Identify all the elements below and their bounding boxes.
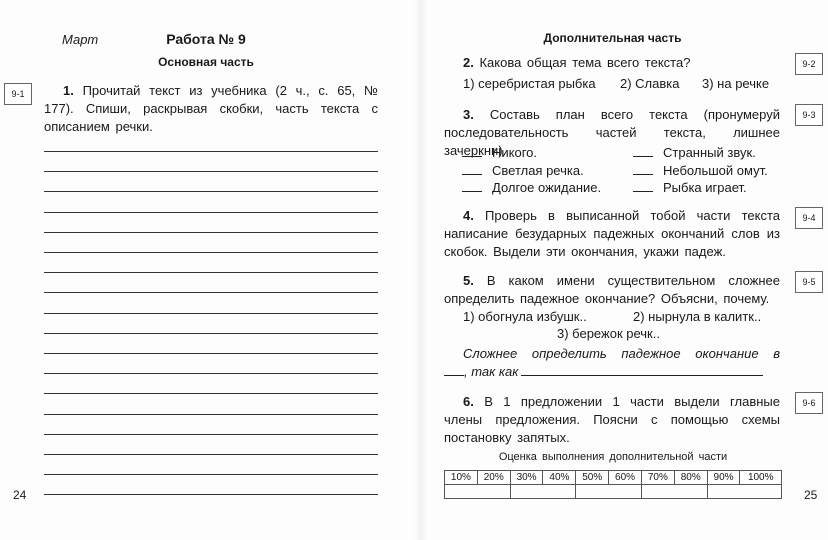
- task-1: [44, 82, 378, 135]
- option-1: 1) обогнула избушк..: [463, 309, 587, 324]
- task-6: [444, 393, 780, 446]
- number-blank[interactable]: [462, 163, 482, 175]
- page-gutter: [414, 0, 428, 540]
- task-5: [444, 272, 780, 308]
- task-badge-9-1: 9-1: [4, 83, 32, 105]
- writing-line[interactable]: [44, 434, 378, 435]
- grade-column-header: 20%: [477, 471, 510, 485]
- grade-cell[interactable]: [576, 485, 642, 499]
- task-badge-9-4: 9-4: [795, 207, 823, 229]
- plan-item: Никого.: [492, 145, 538, 160]
- task-2: [463, 54, 783, 72]
- writing-line[interactable]: [44, 252, 378, 253]
- task-badge-9-6: 9-6: [795, 392, 823, 414]
- option-3: 3) на речке: [702, 76, 770, 91]
- page-title: Работа № 9: [166, 31, 246, 47]
- case-blank[interactable]: [444, 364, 464, 376]
- writing-line[interactable]: [44, 272, 378, 273]
- grade-column-header: 40%: [543, 471, 576, 485]
- option-2: 2) Славка: [620, 76, 680, 91]
- grade-column-header: 70%: [641, 471, 674, 485]
- writing-line[interactable]: [44, 393, 378, 394]
- writing-line[interactable]: [44, 454, 378, 455]
- grade-cell[interactable]: [641, 485, 707, 499]
- plan-item: Небольшой омут.: [663, 162, 768, 178]
- task-badge-9-5: 9-5: [795, 271, 823, 293]
- plan-column-left: [462, 144, 601, 197]
- task-text: Составь план всего текста (пронумеруй последовательность частей текста, лишнее зачеркни).: [444, 107, 780, 158]
- grade-column-header: 60%: [609, 471, 642, 485]
- answer-prompt: Сложнее определить падежное окончание в: [463, 346, 780, 361]
- number-blank[interactable]: [633, 145, 653, 157]
- number-blank[interactable]: [462, 180, 482, 192]
- writing-line[interactable]: [44, 232, 378, 233]
- option-3: 3) бережок речк..: [557, 326, 660, 341]
- month-label: Март: [62, 32, 99, 47]
- writing-line[interactable]: [44, 212, 378, 213]
- task-number: 4.: [463, 208, 474, 223]
- grade-column-header: 90%: [707, 471, 740, 485]
- writing-line[interactable]: [44, 313, 378, 314]
- plan-item: Светлая речка.: [492, 162, 584, 178]
- task-number: 6.: [463, 394, 474, 409]
- task-number: 5.: [463, 273, 474, 288]
- writing-line[interactable]: [44, 191, 378, 192]
- grade-cell[interactable]: [445, 485, 511, 499]
- answer-mid: , так как: [464, 364, 519, 379]
- grade-cell[interactable]: [707, 485, 781, 499]
- page-number-right: 25: [804, 488, 818, 502]
- writing-line[interactable]: [44, 292, 378, 293]
- grade-column-header: 10%: [445, 471, 478, 485]
- writing-line[interactable]: [44, 474, 378, 475]
- option-1: 1) серебристая рыбка: [463, 76, 596, 91]
- grade-column-header: 50%: [576, 471, 609, 485]
- plan-item: Рыбка играет.: [663, 180, 747, 195]
- plan-item: Долгое ожидание.: [492, 180, 602, 195]
- task-number: 2.: [463, 55, 474, 70]
- plan-item: Странный звук.: [663, 145, 756, 160]
- task-text: Прочитай текст из учебника (2 ч., с. 65, № 177). Спиши, раскрывая скобки, часть текста с описанием речки.: [44, 83, 378, 134]
- writing-line[interactable]: [44, 414, 378, 415]
- task-text: Проверь в выписанной тобой части текста написание безударных падежных окончаний слов из скобок. Выдели эти окончания, укажи падеж.: [444, 208, 780, 259]
- grade-column-header: 30%: [510, 471, 543, 485]
- number-blank[interactable]: [462, 145, 482, 157]
- task-text: В 1 предложении 1 части выдели главные члены предложения. Поясни с помощью схемы постановку запятых.: [444, 394, 780, 445]
- task-number: 1.: [63, 83, 74, 98]
- task-badge-9-3: 9-3: [795, 104, 823, 126]
- writing-line[interactable]: [44, 353, 378, 354]
- grade-column-header: 80%: [674, 471, 707, 485]
- writing-line[interactable]: [44, 171, 378, 172]
- writing-line[interactable]: [44, 494, 378, 495]
- writing-line[interactable]: [44, 151, 378, 152]
- grading-table: [444, 470, 782, 499]
- plan-column-right: [633, 144, 768, 197]
- task-4: [444, 207, 780, 260]
- number-blank[interactable]: [633, 163, 653, 175]
- writing-line[interactable]: [44, 333, 378, 334]
- task-text: Какова общая тема всего текста?: [479, 55, 691, 70]
- number-blank[interactable]: [633, 180, 653, 192]
- grade-cell[interactable]: [510, 485, 576, 499]
- task-badge-9-2: 9-2: [795, 53, 823, 75]
- grading-title: Оценка выполнения дополнительной части: [498, 451, 728, 463]
- option-2: 2) нырнула в калитк..: [633, 309, 762, 324]
- reason-blank[interactable]: [521, 364, 763, 376]
- answer-line: [444, 364, 773, 379]
- task-number: 3.: [463, 107, 474, 122]
- task-text: В каком имени существительном сложнее определить падежное окончание? Объясни, почему.: [444, 273, 780, 306]
- page-number-left: 24: [13, 488, 27, 502]
- section-heading-main: Основная часть: [158, 55, 254, 69]
- writing-line[interactable]: [44, 373, 378, 374]
- grade-column-header: 100%: [740, 471, 782, 485]
- section-heading-extra: Дополнительная часть: [543, 31, 682, 45]
